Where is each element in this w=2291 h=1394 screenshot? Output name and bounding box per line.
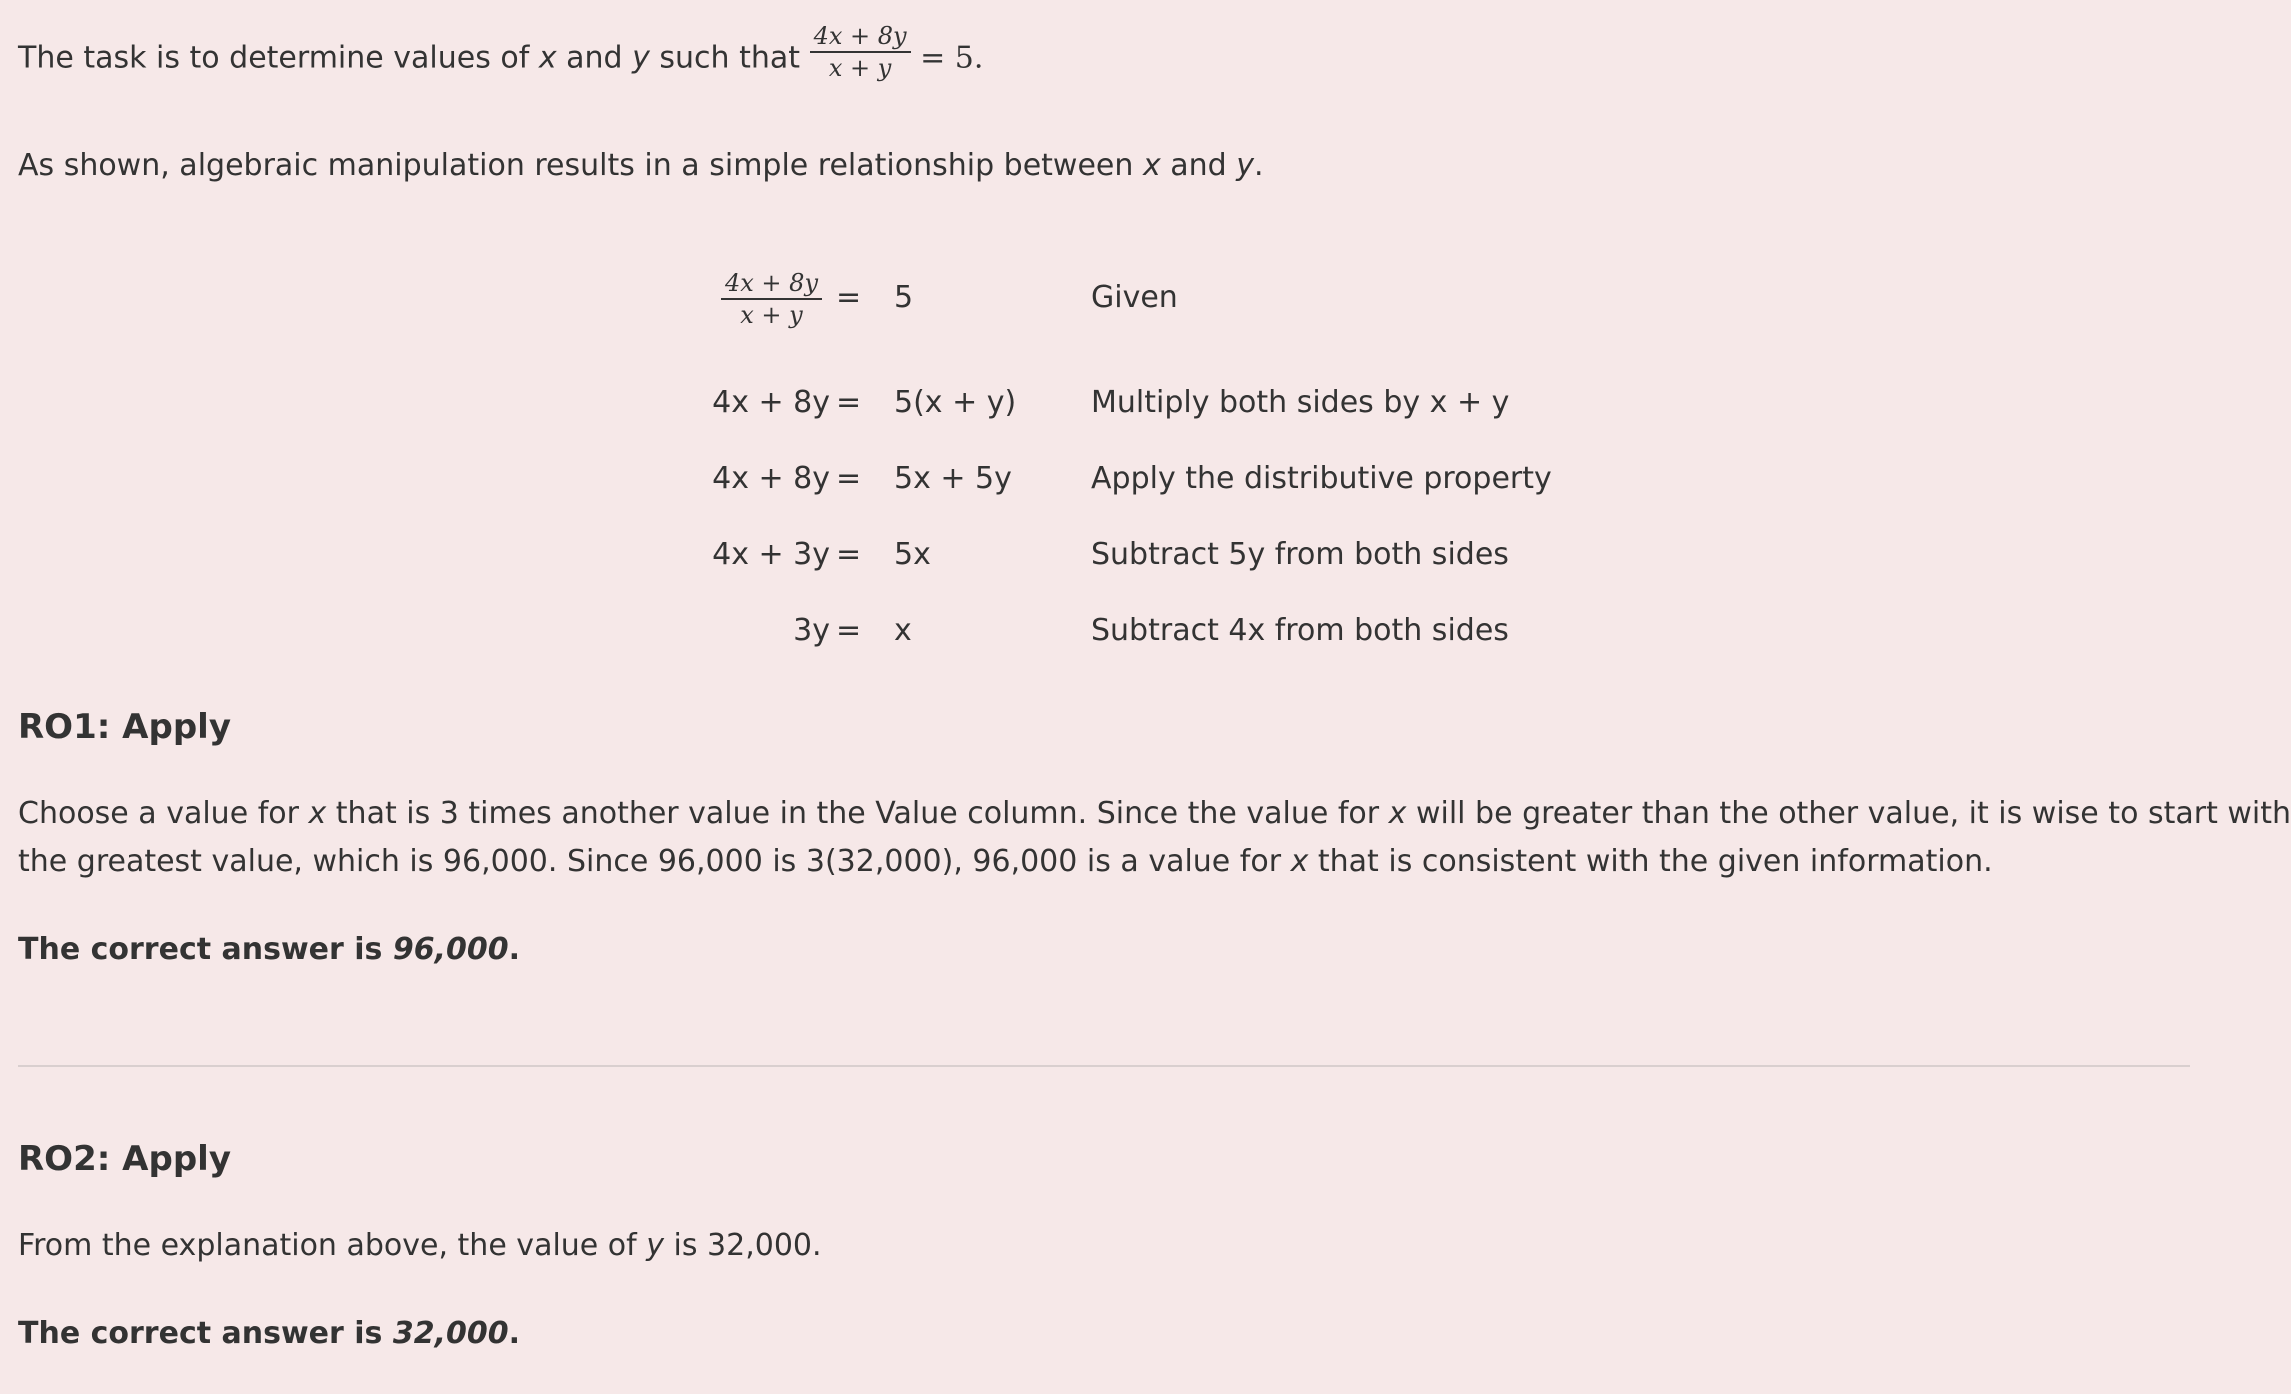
ro2-answer xyxy=(18,1316,520,1351)
step-lhs xyxy=(721,268,822,328)
intro-fraction xyxy=(810,24,911,80)
step-lhs: 3y xyxy=(793,613,830,648)
fraction-denominator: x + y xyxy=(828,54,892,82)
step-equals: = xyxy=(836,461,862,496)
ro1-text: Choose a value for xyxy=(18,796,309,831)
fraction-numerator: 4x + 8y xyxy=(721,271,822,300)
step-equals: = xyxy=(836,385,862,420)
step-rhs: 5x + 5y xyxy=(894,461,1012,496)
ro1-heading: RO1: Apply xyxy=(18,707,231,747)
step-equals: = xyxy=(836,537,862,572)
relationship-and: and xyxy=(1160,148,1237,183)
step-rhs: x xyxy=(894,613,912,648)
step-rhs: 5x xyxy=(894,537,931,572)
ro1-text: will be greater than the other value, it is wise to start with xyxy=(1406,796,2291,831)
var-y: y xyxy=(1236,148,1254,183)
derivation-step xyxy=(18,373,2190,433)
var-x: x xyxy=(1142,148,1161,183)
var-x: x xyxy=(1290,844,1309,879)
derivation-step xyxy=(18,449,2190,509)
ro2-heading: RO2: Apply xyxy=(18,1139,231,1179)
answer-period: . xyxy=(508,1316,521,1351)
ro1-paragraph-line1 xyxy=(18,796,2291,831)
answer-period: . xyxy=(508,932,521,967)
relationship-sentence xyxy=(18,148,1264,183)
relationship-period: . xyxy=(1253,148,1264,183)
relationship-text: As shown, algebraic manipulation results in a simple relationship between xyxy=(18,148,1143,183)
step-reason: Given xyxy=(1091,280,1178,315)
intro-sentence xyxy=(18,22,984,82)
derivation-step xyxy=(18,268,2190,328)
var-y: y xyxy=(646,1228,665,1263)
ro1-text: that is 3 times another value in the Value column. Since the value for xyxy=(326,796,1389,831)
ro2-text: is 32,000. xyxy=(664,1228,822,1263)
intro-and: and xyxy=(556,40,633,76)
step-rhs: 5(x + y) xyxy=(894,385,1017,420)
section-divider xyxy=(18,1065,2190,1067)
ro1-text: that is consistent with the given information. xyxy=(1308,844,1993,879)
var-x: x xyxy=(538,40,557,76)
ro1-answer xyxy=(18,932,520,967)
step-rhs: 5 xyxy=(894,280,914,315)
step-lhs: 4x + 3y xyxy=(712,537,830,572)
step-equals: = xyxy=(836,280,862,315)
step-reason: Subtract 4x from both sides xyxy=(1091,613,1509,648)
step-equals: = xyxy=(836,613,862,648)
ro1-paragraph-line2 xyxy=(18,844,1993,879)
step-reason: Subtract 5y from both sides xyxy=(1091,537,1509,572)
var-y: y xyxy=(632,40,650,76)
step-lhs: 4x + 8y xyxy=(712,385,830,420)
step-reason: Apply the distributive property xyxy=(1091,461,1552,496)
answer-value: 32,000 xyxy=(392,1316,509,1351)
derivation-step xyxy=(18,525,2190,585)
step-fraction xyxy=(721,268,822,329)
derivation-step xyxy=(18,601,2190,661)
fraction-denominator: x + y xyxy=(740,300,803,329)
ro2-text: From the explanation above, the value of xyxy=(18,1228,647,1263)
fraction-numerator: 4x + 8y xyxy=(810,24,911,53)
answer-value: 96,000 xyxy=(392,932,509,967)
step-reason: Multiply both sides by x + y xyxy=(1091,385,1510,420)
intro-equals: = 5. xyxy=(910,40,984,76)
intro-text: The task is to determine values of xyxy=(18,40,539,76)
intro-text-after: such that xyxy=(649,40,810,76)
step-lhs: 4x + 8y xyxy=(712,461,830,496)
answer-label: The correct answer is xyxy=(18,1316,393,1351)
ro2-paragraph xyxy=(18,1228,822,1263)
answer-label: The correct answer is xyxy=(18,932,393,967)
var-x: x xyxy=(308,796,327,831)
var-x: x xyxy=(1388,796,1407,831)
ro1-text: the greatest value, which is 96,000. Since 96,000 is 3(32,000), 96,000 is a value for xyxy=(18,844,1291,879)
